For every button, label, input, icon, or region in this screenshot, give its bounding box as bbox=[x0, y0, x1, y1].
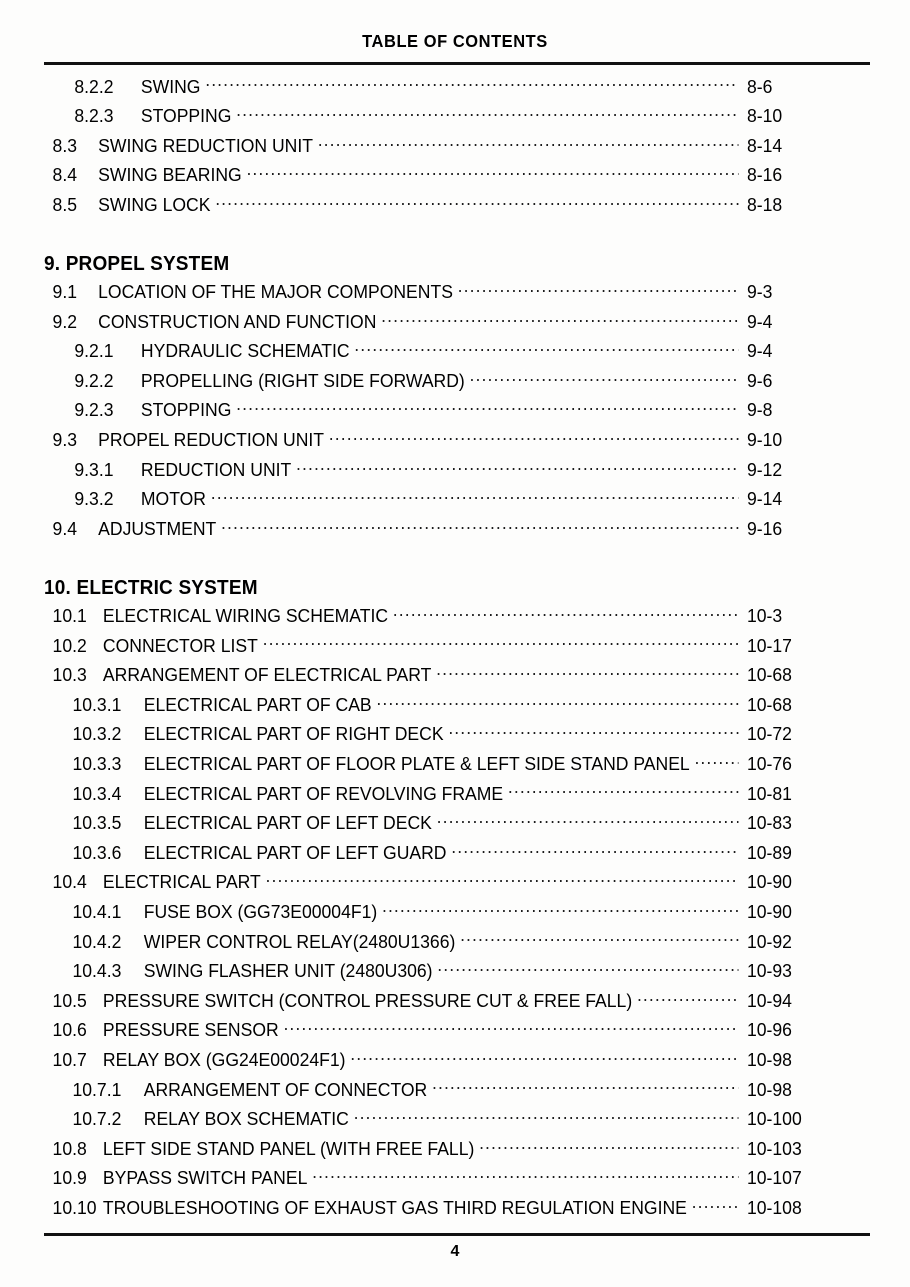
toc-entry-number: 9.3.2 bbox=[74, 488, 114, 510]
section-spacer bbox=[44, 546, 870, 574]
toc-entry-title: RELAY BOX (GG24E00024F1) bbox=[102, 1048, 346, 1070]
toc-entry-page: 10-3 bbox=[747, 605, 783, 626]
toc-entry-number: 10.3.3 bbox=[72, 752, 122, 774]
toc-entry-number: 10.7.1 bbox=[72, 1078, 122, 1100]
toc-entry-title: LOCATION OF THE MAJOR COMPONENTS bbox=[98, 281, 453, 303]
toc-entry-number: 10.6 bbox=[52, 1019, 87, 1041]
dot-leader bbox=[350, 1047, 738, 1066]
toc-entry-title: RELAY BOX SCHEMATIC bbox=[143, 1108, 349, 1130]
page-title: TABLE OF CONTENTS bbox=[362, 31, 548, 51]
toc-entry-number: 10.3.6 bbox=[72, 841, 122, 863]
toc-entry-page: 10-72 bbox=[747, 723, 792, 745]
toc-entry-title: PROPELLING (RIGHT SIDE FORWARD) bbox=[140, 369, 465, 391]
toc-entry[interactable] bbox=[44, 104, 829, 134]
table-of-contents-list bbox=[44, 74, 870, 1225]
toc-entry-title: TROUBLESHOOTING OF EXHAUST GAS THIRD REGULATION ENGINE bbox=[102, 1196, 687, 1218]
toc-entry[interactable] bbox=[44, 516, 829, 546]
toc-entry-title: ELECTRICAL PART OF FLOOR PLATE & LEFT SIDE STAND PANEL bbox=[143, 752, 690, 774]
toc-entry-page: 10-100 bbox=[747, 1108, 802, 1130]
toc-entry[interactable] bbox=[44, 663, 829, 693]
toc-entry[interactable] bbox=[44, 280, 829, 310]
toc-entry-title: STOPPING bbox=[140, 105, 232, 127]
toc-entry-number: 10.4.2 bbox=[72, 930, 122, 952]
toc-entry-number: 10.3.4 bbox=[72, 782, 122, 804]
toc-entry-page: 9-4 bbox=[747, 310, 773, 332]
toc-entry[interactable] bbox=[44, 929, 829, 959]
toc-entry-page: 9-6 bbox=[747, 369, 773, 391]
toc-entry-page: 10-96 bbox=[747, 1019, 792, 1041]
toc-entry[interactable] bbox=[44, 604, 829, 634]
toc-entry-title: FUSE BOX (GG73E00004F1) bbox=[143, 900, 378, 922]
dot-leader bbox=[508, 781, 739, 800]
toc-entry[interactable] bbox=[44, 487, 829, 517]
toc-entry-page: 10-81 bbox=[747, 782, 792, 804]
dot-leader bbox=[221, 516, 738, 535]
toc-entry[interactable] bbox=[44, 309, 829, 339]
toc-entry[interactable] bbox=[44, 988, 829, 1018]
section-heading: 9. PROPEL SYSTEM bbox=[44, 253, 230, 276]
toc-entry-title: ADJUSTMENT bbox=[98, 517, 217, 539]
dot-leader bbox=[246, 163, 738, 182]
dot-leader bbox=[236, 104, 738, 123]
toc-entry-title: PRESSURE SWITCH (CONTROL PRESSURE CUT & FREE FALL) bbox=[102, 989, 633, 1011]
toc-entry-page: 9-12 bbox=[747, 458, 783, 480]
toc-entry[interactable] bbox=[44, 1047, 829, 1077]
toc-entry-title: LEFT SIDE STAND PANEL (WITH FREE FALL) bbox=[102, 1137, 475, 1159]
dot-leader bbox=[266, 870, 739, 889]
toc-entry-page: 10-90 bbox=[747, 900, 792, 922]
toc-entry-page: 10-93 bbox=[747, 960, 792, 982]
toc-entry-page: 8-10 bbox=[747, 105, 783, 127]
toc-entry-title: MOTOR bbox=[140, 488, 207, 510]
dot-leader bbox=[437, 811, 739, 830]
toc-entry[interactable] bbox=[44, 1166, 829, 1196]
toc-entry-number: 10.4 bbox=[52, 871, 87, 893]
toc-entry-page: 10-107 bbox=[747, 1167, 802, 1189]
toc-entry-page: 10-108 bbox=[747, 1196, 802, 1218]
toc-entry-page: 9-8 bbox=[747, 399, 773, 421]
toc-entry-page: 10-89 bbox=[747, 841, 792, 863]
toc-entry-title: SWING bbox=[140, 75, 201, 97]
toc-entry-number: 9.2.3 bbox=[74, 399, 114, 421]
toc-entry-number: 9.3.1 bbox=[74, 458, 114, 480]
toc-entry[interactable] bbox=[44, 811, 829, 841]
toc-entry-title: SWING FLASHER UNIT (2480U306) bbox=[143, 960, 433, 982]
toc-entry-title: SWING LOCK bbox=[98, 193, 211, 215]
dot-leader bbox=[205, 74, 738, 93]
dot-leader bbox=[236, 398, 738, 417]
dot-leader bbox=[432, 1077, 738, 1096]
toc-entry[interactable] bbox=[44, 368, 829, 398]
toc-entry-title: WIPER CONTROL RELAY(2480U1366) bbox=[143, 930, 456, 952]
toc-entry-number: 10.4.1 bbox=[72, 900, 122, 922]
dot-leader bbox=[470, 368, 739, 387]
dot-leader bbox=[436, 663, 738, 682]
toc-entry-page: 10-90 bbox=[747, 871, 792, 893]
toc-entry[interactable] bbox=[44, 959, 829, 989]
toc-entry[interactable] bbox=[44, 1195, 829, 1225]
toc-entry[interactable] bbox=[44, 899, 829, 929]
toc-entry-title: ELECTRICAL WIRING SCHEMATIC bbox=[102, 605, 389, 626]
toc-entry-number: 10.3 bbox=[52, 664, 87, 686]
toc-entry[interactable] bbox=[44, 428, 829, 458]
toc-entry[interactable] bbox=[44, 781, 829, 811]
toc-entry-number: 8.3 bbox=[52, 134, 77, 156]
toc-entry[interactable] bbox=[44, 457, 829, 487]
toc-entry-number: 8.2.2 bbox=[74, 75, 114, 97]
toc-entry-number: 10.7.2 bbox=[72, 1108, 122, 1130]
toc-entry-number: 10.4.3 bbox=[72, 960, 122, 982]
toc-entry[interactable] bbox=[44, 722, 829, 752]
toc-entry-page: 10-83 bbox=[747, 812, 792, 834]
toc-entry-title: ELECTRICAL PART OF CAB bbox=[143, 693, 372, 715]
toc-entry[interactable] bbox=[44, 133, 829, 163]
dot-leader bbox=[393, 604, 739, 623]
toc-entry-page: 10-98 bbox=[747, 1078, 792, 1100]
dot-leader bbox=[283, 1018, 738, 1037]
toc-entry-page: 9-10 bbox=[747, 429, 783, 451]
toc-entry-title: PRESSURE SENSOR bbox=[102, 1019, 279, 1041]
toc-entry-page: 10-76 bbox=[747, 752, 792, 774]
toc-entry-number: 9.3 bbox=[52, 429, 77, 451]
toc-entry-number: 10.3.1 bbox=[72, 693, 122, 715]
toc-entry-title: REDUCTION UNIT bbox=[140, 458, 292, 480]
toc-entry-page: 9-3 bbox=[747, 281, 773, 303]
toc-entry-title: PROPEL REDUCTION UNIT bbox=[98, 429, 325, 451]
toc-entry-title: HYDRAULIC SCHEMATIC bbox=[140, 340, 350, 362]
toc-entry-title: SWING REDUCTION UNIT bbox=[98, 134, 313, 156]
dot-leader bbox=[451, 840, 738, 859]
toc-entry-page: 10-98 bbox=[747, 1048, 792, 1070]
toc-entry-number: 9.4 bbox=[52, 517, 77, 539]
toc-entry-number: 9.2.1 bbox=[74, 340, 114, 362]
toc-entry-page: 9-4 bbox=[747, 340, 773, 362]
dot-leader bbox=[215, 192, 738, 211]
toc-entry[interactable] bbox=[44, 74, 829, 104]
toc-entry-number: 10.9 bbox=[52, 1167, 87, 1189]
toc-entry-title: ELECTRICAL PART OF LEFT DECK bbox=[143, 812, 432, 834]
dot-leader bbox=[318, 133, 739, 152]
dot-leader bbox=[479, 1136, 738, 1155]
toc-entry-title: ELECTRICAL PART bbox=[102, 871, 261, 893]
toc-entry-page: 8-16 bbox=[747, 164, 783, 186]
toc-entry[interactable] bbox=[44, 692, 829, 722]
toc-entry[interactable] bbox=[44, 751, 829, 781]
toc-entry[interactable] bbox=[44, 1136, 829, 1166]
dot-leader bbox=[448, 722, 738, 741]
section-spacer bbox=[44, 222, 870, 250]
dot-leader bbox=[637, 988, 739, 1007]
toc-entry-title: BYPASS SWITCH PANEL bbox=[102, 1167, 308, 1189]
toc-entry-number: 8.2.3 bbox=[74, 105, 114, 127]
toc-entry-page: 8-18 bbox=[747, 193, 783, 215]
dot-leader bbox=[376, 692, 738, 711]
toc-entry-number: 10.10 bbox=[52, 1196, 97, 1218]
dot-leader bbox=[458, 280, 739, 299]
toc-entry-number: 10.1 bbox=[52, 605, 87, 626]
dot-leader bbox=[460, 929, 738, 948]
dot-leader bbox=[329, 428, 739, 447]
toc-entry-page: 10-17 bbox=[747, 634, 792, 656]
section-heading: 10. ELECTRIC SYSTEM bbox=[44, 577, 258, 600]
dot-leader bbox=[263, 633, 739, 652]
toc-entry-number: 9.2 bbox=[52, 310, 77, 332]
toc-entry-page: 10-94 bbox=[747, 989, 792, 1011]
toc-entry-page: 10-103 bbox=[747, 1137, 802, 1159]
toc-entry-number: 10.5 bbox=[52, 989, 87, 1011]
toc-entry-page: 9-16 bbox=[747, 517, 783, 539]
toc-entry-page: 10-68 bbox=[747, 664, 792, 686]
dot-leader bbox=[692, 1195, 739, 1214]
dot-leader bbox=[381, 309, 738, 328]
toc-entry-title: ARRANGEMENT OF CONNECTOR bbox=[143, 1078, 428, 1100]
toc-entry-title: SWING BEARING bbox=[98, 164, 242, 186]
toc-entry-number: 10.2 bbox=[52, 634, 87, 656]
toc-entry-number: 8.5 bbox=[52, 193, 77, 215]
toc-entry-page: 10-68 bbox=[747, 693, 792, 715]
toc-entry[interactable] bbox=[44, 398, 829, 428]
page-number: 4 bbox=[450, 1243, 460, 1260]
dot-leader bbox=[211, 487, 739, 506]
toc-entry-page: 8-14 bbox=[747, 134, 783, 156]
toc-entry-number: 9.2.2 bbox=[74, 369, 114, 391]
dot-leader bbox=[694, 751, 738, 770]
toc-entry[interactable] bbox=[44, 339, 829, 369]
toc-entry[interactable] bbox=[44, 840, 829, 870]
toc-entry-title: ARRANGEMENT OF ELECTRICAL PART bbox=[102, 664, 432, 686]
toc-entry-page: 8-6 bbox=[747, 75, 773, 97]
toc-entry-title: ELECTRICAL PART OF REVOLVING FRAME bbox=[143, 782, 504, 804]
dot-leader bbox=[312, 1166, 738, 1185]
toc-entry[interactable] bbox=[44, 1107, 829, 1137]
footer-rule bbox=[44, 1233, 870, 1236]
dot-leader bbox=[354, 1107, 739, 1126]
toc-entry-title: CONSTRUCTION AND FUNCTION bbox=[98, 310, 377, 332]
toc-entry-title: ELECTRICAL PART OF LEFT GUARD bbox=[143, 841, 447, 863]
toc-entry-number: 10.7 bbox=[52, 1048, 87, 1070]
toc-entry-title: ELECTRICAL PART OF RIGHT DECK bbox=[143, 723, 444, 745]
dot-leader bbox=[437, 959, 738, 978]
toc-entry-number: 8.4 bbox=[52, 164, 77, 186]
toc-entry[interactable] bbox=[44, 633, 829, 663]
toc-entry[interactable] bbox=[44, 870, 829, 900]
dot-leader bbox=[382, 899, 738, 918]
toc-entry-page: 10-92 bbox=[747, 930, 792, 952]
dot-leader bbox=[296, 457, 738, 476]
toc-entry-title: CONNECTOR LIST bbox=[102, 634, 258, 656]
toc-entry-number: 9.1 bbox=[52, 281, 77, 303]
header-rule bbox=[44, 62, 870, 65]
toc-entry[interactable] bbox=[44, 1018, 829, 1048]
toc-entry-page: 9-14 bbox=[747, 488, 783, 510]
toc-entry[interactable] bbox=[44, 163, 829, 193]
toc-entry-number: 10.8 bbox=[52, 1137, 87, 1159]
toc-entry[interactable] bbox=[44, 1077, 829, 1107]
toc-entry[interactable] bbox=[44, 192, 829, 222]
toc-entry-number: 10.3.2 bbox=[72, 723, 122, 745]
toc-entry-title: STOPPING bbox=[140, 399, 232, 421]
dot-leader bbox=[354, 339, 738, 358]
toc-entry-number: 10.3.5 bbox=[72, 812, 122, 834]
